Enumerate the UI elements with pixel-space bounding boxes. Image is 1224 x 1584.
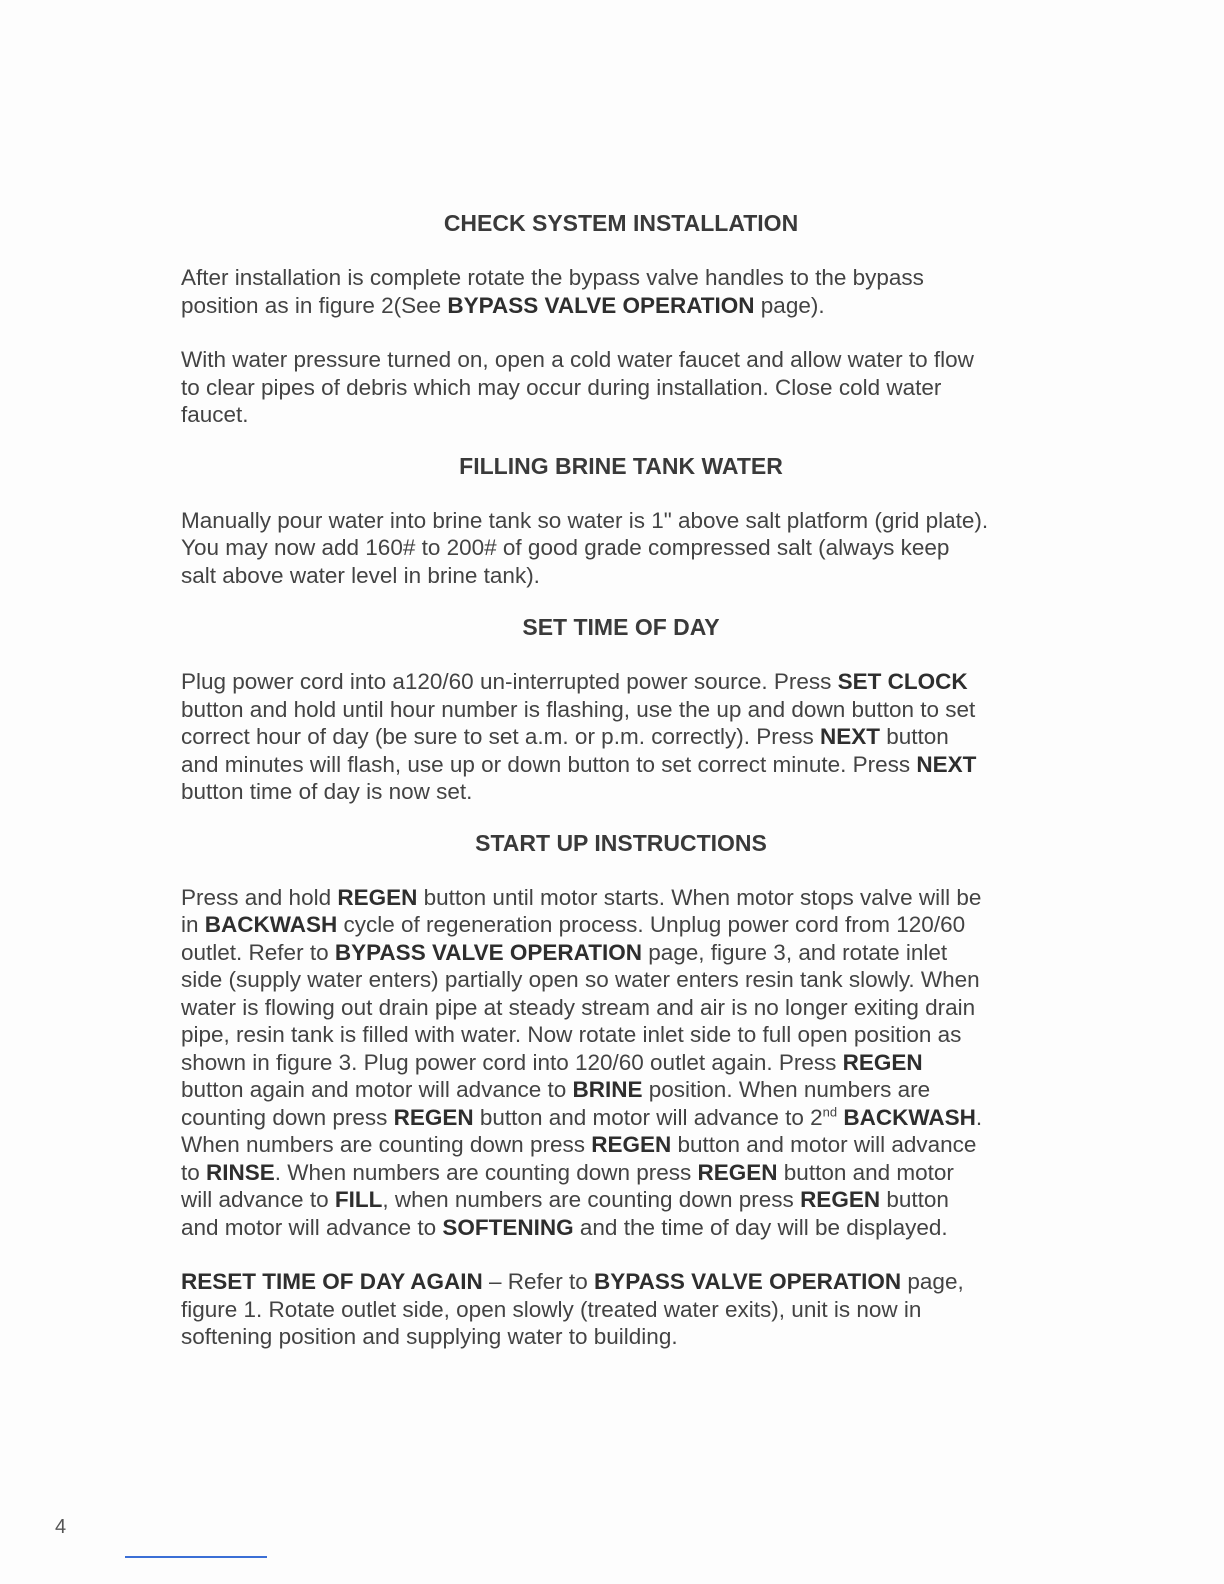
- bold-term: BYPASS VALVE OPERATION: [334, 939, 642, 965]
- footer-underline: [125, 1556, 267, 1558]
- bold-term: REGEN: [337, 884, 418, 910]
- heading-check-system-installation: CHECK SYSTEM INSTALLATION: [443, 210, 799, 236]
- paragraph-brine: Manually pour water into brine tank so water is 1" above salt platform (grid plate). You may now add 160# to 200# of good grade compressed salt (always keep salt above water level in brine tank).: [181, 507, 989, 588]
- paragraph-check-2: With water pressure turned on, open a cold water faucet and allow water to flow to clear pipes of debris which may occur during installation. Close cold water faucet.: [181, 347, 974, 427]
- bold-term: REGEN: [393, 1104, 474, 1130]
- bold-term: BYPASS VALVE OPERATION: [447, 292, 755, 318]
- bold-term: BYPASS VALVE OPERATION: [594, 1269, 902, 1294]
- heading-start-up-instructions: START UP INSTRUCTIONS: [475, 829, 767, 856]
- bold-term: RESET TIME OF DAY AGAIN: [181, 1269, 483, 1294]
- bold-term: REGEN: [800, 1187, 881, 1212]
- heading-filling-brine-tank-water: FILLING BRINE TANK WATER: [459, 452, 783, 479]
- paragraph-check-1: After installation is complete rotate the bypass valve handles to the bypass position as in figure 2(See BYPASS VALVE OPERATION page).: [181, 265, 924, 318]
- bold-term: SET CLOCK: [837, 669, 968, 694]
- ordinal-suffix: nd: [822, 1104, 838, 1119]
- bold-term: BRINE: [572, 1077, 643, 1102]
- bold-term: RINSE: [206, 1159, 275, 1185]
- paragraph-start-up: Press and hold REGEN button until motor starts. When motor stops valve will be in BACKWASH cycle of regeneration process. Unplug power cord from 120/60 outlet. Refer to BYPASS VALVE OPERATION page, figure 3, and rotate inlet side (supply water enters) partially open so water enters resin tank slowly. When water is flowing out drain pipe at steady stream and air is no longer exiting drain pipe, resin tank is filled with water. Now rotate inlet side to full open position as shown in figure 3. Plug power cord into 120/60 outlet again. Press REGEN button again and motor will advance to BRINE position. When numbers are counting down press REGEN button and motor will advance to 2nd BACKWASH. When numbers are counting down press REGEN button and motor will advance to RINSE. When numbers are counting down press REGEN button and motor will advance to FILL, when numbers are counting down press REGEN button and motor will advance to SOFTENING and the time of day will be displayed.: [181, 884, 983, 1240]
- paragraph-reset-time: RESET TIME OF DAY AGAIN – Refer to BYPASS VALVE OPERATION page, figure 1. Rotate outlet side, open slowly (treated water exits), unit is now in softening position and supplying water to building.: [181, 1269, 964, 1349]
- bold-term: BACKWASH: [204, 912, 338, 937]
- paragraph-set-time: Plug power cord into a120/60 un-interrupted power source. Press SET CLOCK button and hold until hour number is flashing, use the up and down button to set correct hour of day (be sure to set a.m. or p.m. correctly). Press NEXT button and minutes will flash, use up or down button to set correct minute. Press NEXT button time of day is now set.: [181, 669, 977, 804]
- bold-term: FILL: [334, 1187, 383, 1212]
- bold-term: REGEN: [842, 1049, 923, 1075]
- document-body: [181, 208, 1061, 1351]
- heading-set-time-of-day: SET TIME OF DAY: [522, 614, 720, 640]
- bold-term: NEXT: [819, 724, 880, 749]
- page-number: 4: [55, 1516, 67, 1538]
- bold-term: REGEN: [697, 1159, 778, 1185]
- bold-term: NEXT: [916, 751, 977, 777]
- bold-term: BACKWASH: [843, 1104, 976, 1130]
- bold-term: REGEN: [591, 1132, 672, 1157]
- bold-term: SOFTENING: [442, 1214, 574, 1240]
